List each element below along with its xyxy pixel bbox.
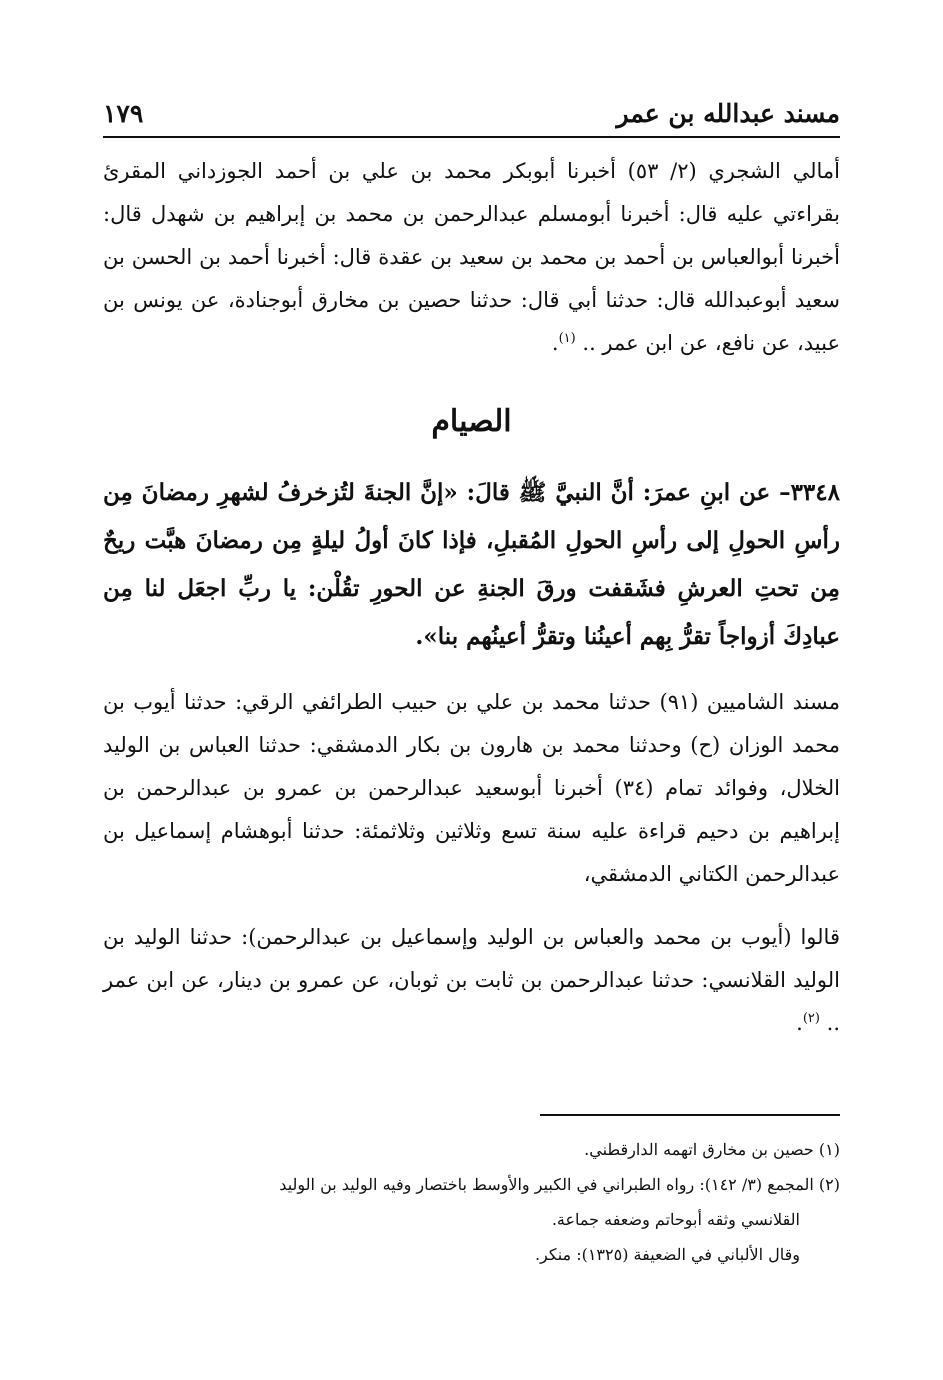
footnotes	[103, 1132, 840, 1272]
running-title: مسند عبدالله بن عمر	[616, 99, 840, 128]
section-heading: الصيام	[431, 404, 512, 439]
footnote-2-continued: القلانسي وثقه أبوحاتم وضعفه جماعة.	[551, 1210, 800, 1229]
paragraph-musnad-shamiyyin: مسند الشاميين (٩١) حدثنا محمد بن علي بن حبيب الطرائفي الرقي: حدثنا أيوب بن محمد الوزان (ح) وحدثنا محمد بن هارون بن بكار الدمشقي: حدثنا العباس بن الوليد الخلال، وفوائد تمام (٣٤) أخبرنا أبوسعيد عبدالرحمن بن عمرو بن عبدالرحمن بن إبراهيم بن دحيم قراءة عليه سنة تسع وثلاثين وثلاثمئة: حدثنا أبوهشام إسماعيل بن عبدالرحمن الكتاني الدمشقي،	[103, 690, 840, 886]
page-body	[103, 150, 840, 1045]
page-header	[103, 92, 840, 132]
footnote-1: (١) حصين بن مخارق اتهمه الدارقطني.	[584, 1140, 840, 1159]
paragraph-qalu	[103, 916, 840, 1045]
paragraph-text: أمالي الشجري (٢/ ٥٣) أخبرنا أبوبكر محمد بن علي بن أحمد الجوزداني المقرئ بقراءتي عليه قال: أخبرنا أبومسلم عبدالرحمن بن محمد بن إبراهيم بن شهدل قال: أخبرنا أبوالعباس بن أحمد بن محمد بن سعيد بن عقدة قال: أخبرنا أحمد بن الحسن بن سعيد أبوعبدالله قال: حدثنا أبي قال: حدثنا حصين بن مخارق أبوجنادة، عن يونس بن عبيد، عن نافع، عن ابن عمر ..	[103, 159, 840, 355]
footnote-2: (٢) المجمع (٣/ ١٤٢): رواه الطبراني في الكبير والأوسط باختصار وفيه الوليد بن الوليد	[279, 1175, 840, 1194]
footnote-2-albani: وقال الألباني في الضعيفة (١٣٢٥): منكر.	[534, 1245, 800, 1264]
paragraph-text: قالوا (أيوب بن محمد والعباس بن الوليد وإسماعيل بن عبدالرحمن): حدثنا الوليد بن الوليد القلانسي: حدثنا عبدالرحمن بن ثابت بن ثوبان، عن عمرو بن دينار، عن ابن عمر ..	[103, 925, 840, 1035]
footnote-rule	[540, 1114, 840, 1116]
paragraph-isnad-shajari	[103, 150, 840, 365]
footnote-marker-2: (٢)	[802, 1011, 820, 1026]
paragraph-end: .	[796, 1011, 803, 1035]
page-number: ١٧٩	[103, 99, 144, 128]
paragraph-end: .	[551, 331, 559, 355]
footnote-marker-1: (١)	[558, 331, 576, 346]
hadith-text: ٣٣٤٨– عن ابنِ عمرَ: أنَّ النبيَّ ﷺ قالَ: «إنَّ الجنةَ لتُزخرفُ لشهرِ رمضانَ مِن رأسِ الحولِ إلى رأسِ الحولِ المُقبلِ، فإذا كانَ أولُ ليلةٍ مِن رمضانَ هبَّت ريحٌ مِن تحتِ العرشِ فشَقفت ورقَ الجنةِ عن الحورِ تقُلْن: يا ربِّ اجعَل لنا مِن عبادِكَ أزواجاً تقرُّ بِهم أعينُنا وتقرُّ أعينُهم بنا».	[103, 479, 840, 650]
header-rule	[103, 136, 840, 138]
